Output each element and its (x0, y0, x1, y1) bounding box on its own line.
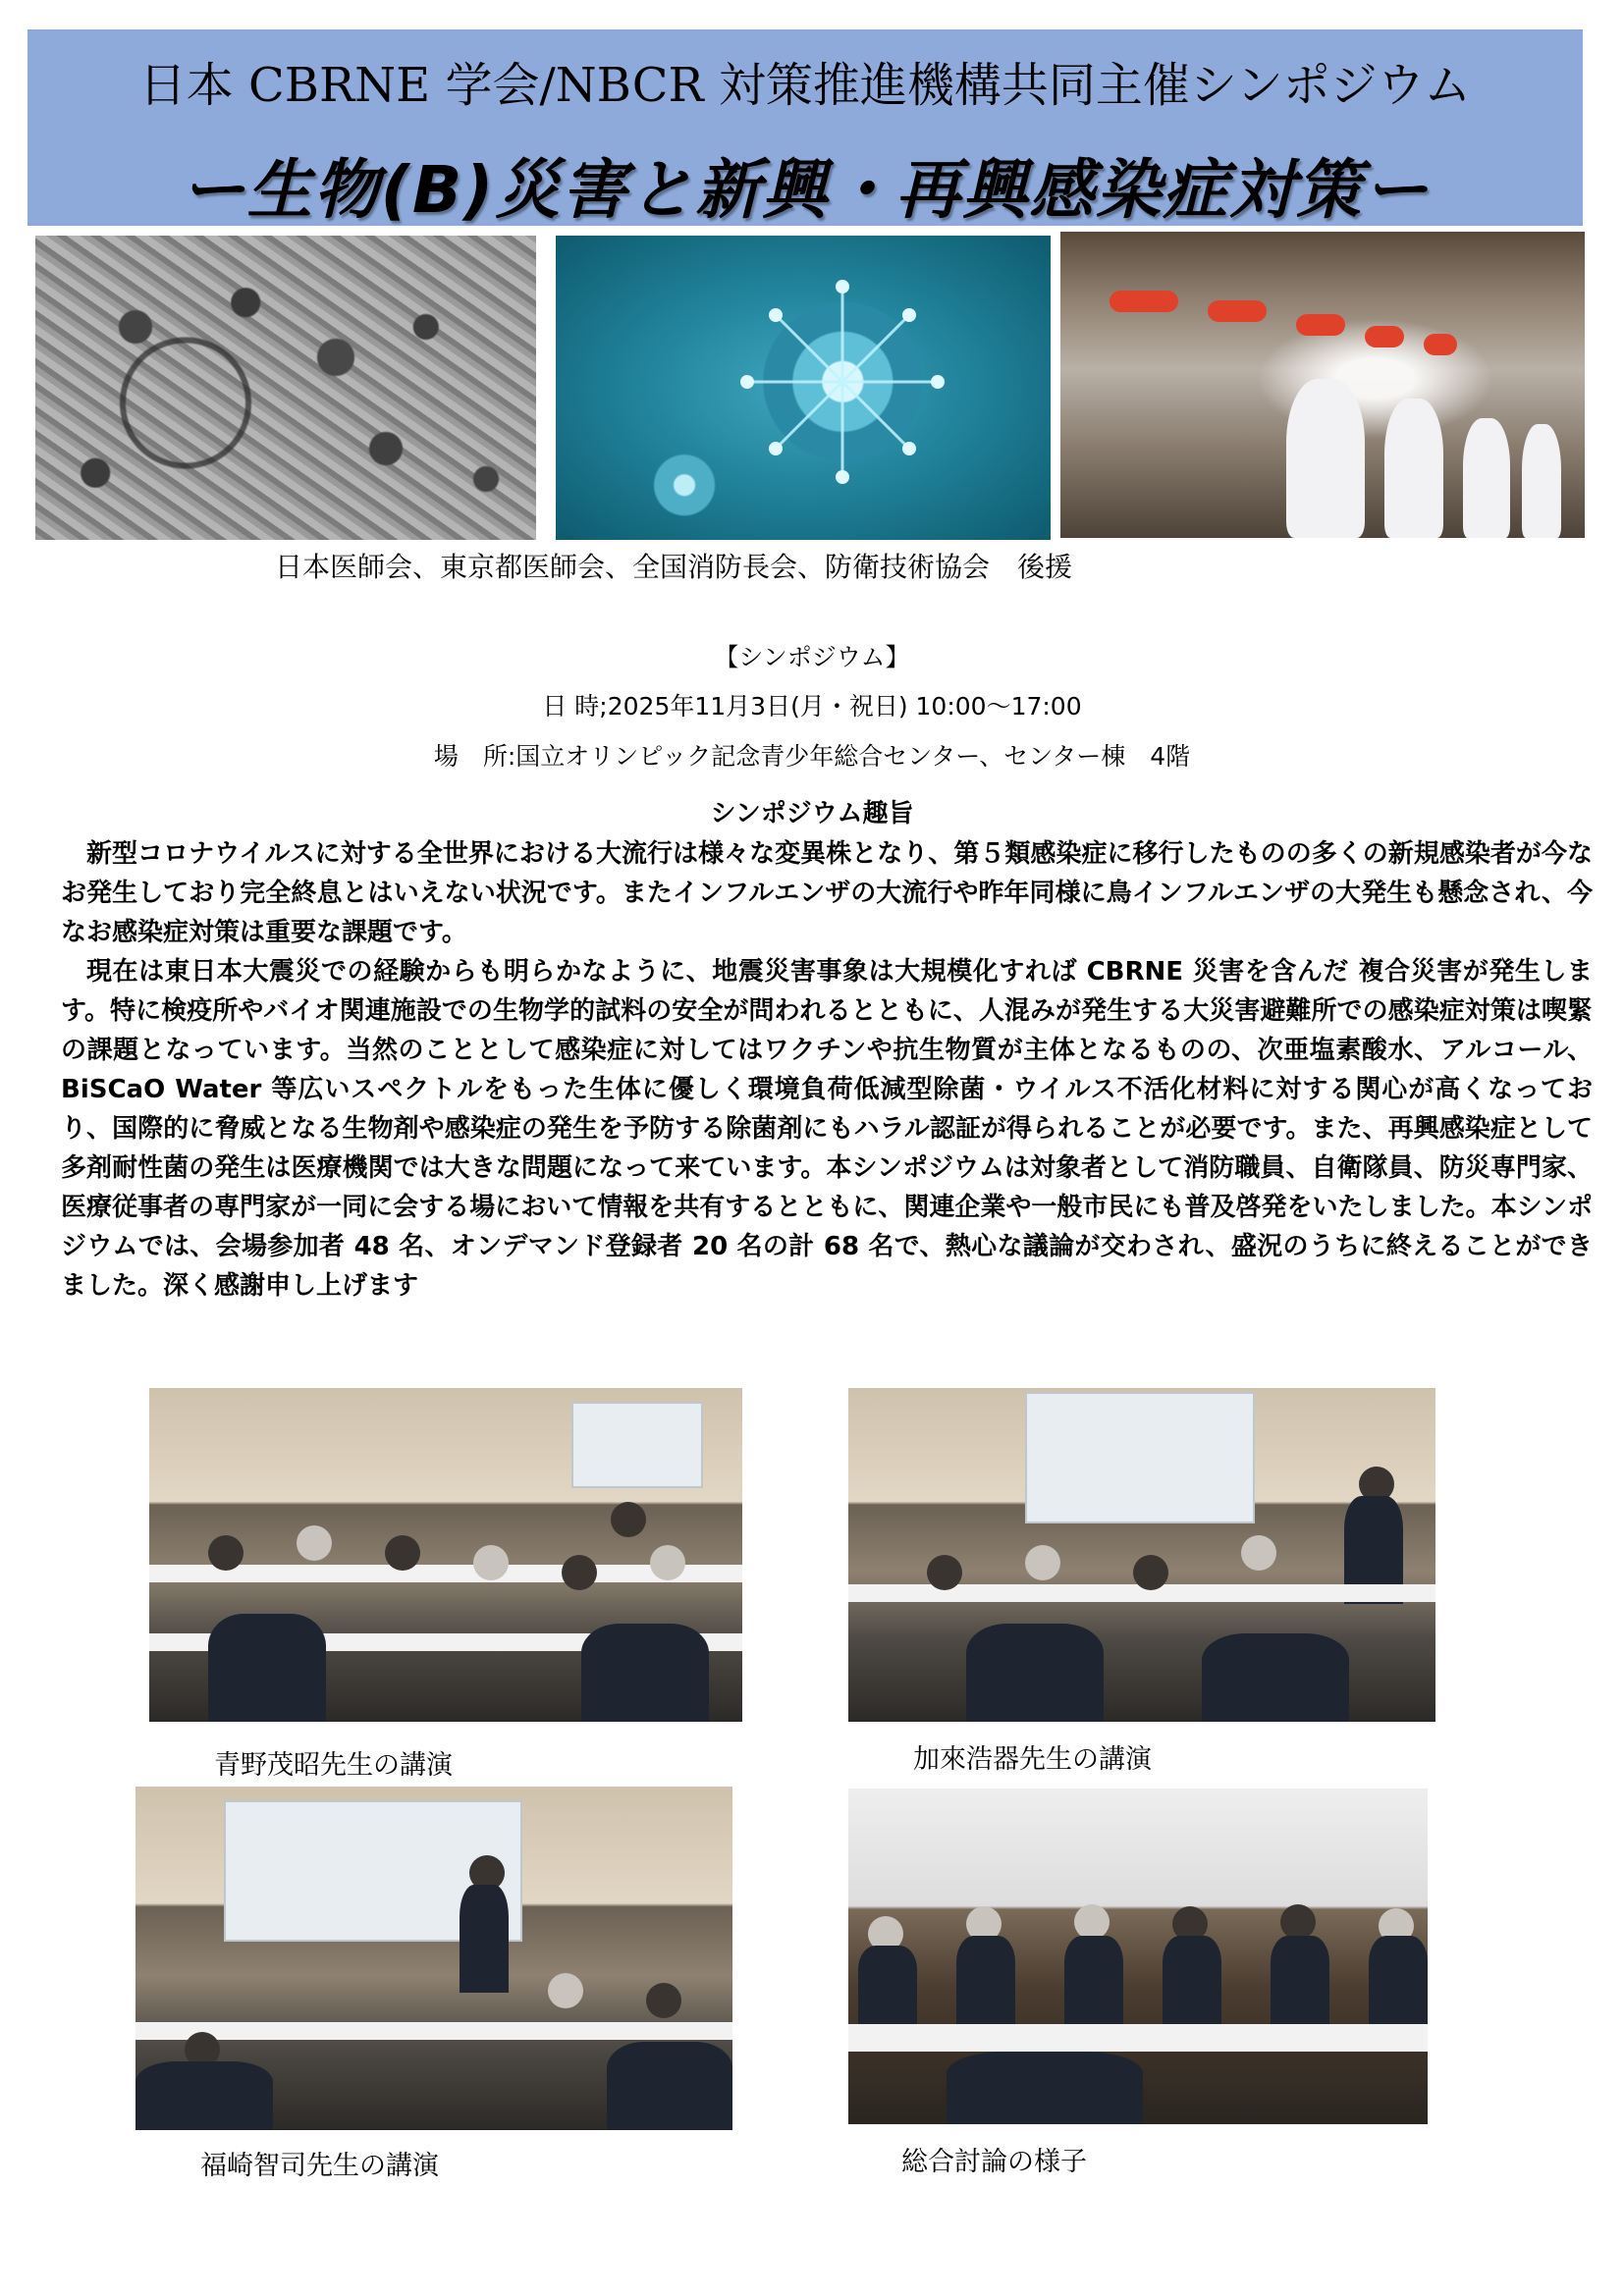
panel-discussion-photo (848, 1789, 1428, 2124)
photo-caption: 総合討論の様子 (901, 2147, 1087, 2177)
electron-micrograph-image (35, 236, 536, 540)
page-title: 日本 CBRNE 学会/NBCR 対策推進機構共同主催シンポジウム (138, 58, 1472, 113)
event-venue: 場 所:国立オリンピック記念青少年総合センター、センター棟 4階 (433, 742, 1191, 771)
page-subtitle: ー生物(B)災害と新興・再興感染症対策ー (180, 152, 1431, 228)
purpose-paragraph: 現在は東日本大震災での経験からも明らかなように、地震災害事象は大規模化すれば CBRNE 災害を含んだ 複合災害が発生します。特に検疫所やバイオ関連施設での生物学的試料の安全が問われるとともに、人混みが発生する大災害避難所での感染症対策は喫緊の課題となっています。当然のこととして感染症に対してはワクチンや抗生物質が主体となるものの、次亜塩素酸水、アルコール、BiSCaO Water 等広いスペクトルをもった生体に優しく環境負荷低減型除菌・ウイルス不活化材料に対する関心が高くなっており、国際的に脅威となる生物剤や感染症の発生を予防する除菌剤にもハラル認証が得られることが必要です。また、再興感染症として多剤耐性菌の発生は医療機関では大きな問題になって来ています。本シンポジウムは対象者として消防職員、自衛隊員、防災専門家、医療従事者の専門家が一同に会する場において情報を共有するとともに、関連企業や一般市民にも普及啓発をいたしました。本シンポジウムでは、会場参加者 48 名、オンデマンド登録者 20 名の計 68 名で、熱心な議論が交わされ、盛況のうちに終えることができました。深く感謝申し上げます (61, 957, 1593, 1301)
virus-illustration-image (556, 236, 1051, 540)
lecture-photo-fukuzaki (135, 1787, 732, 2130)
purpose-body (61, 834, 1593, 1306)
ppe-workers-image (1060, 232, 1585, 538)
photo-caption: 福崎智司先生の講演 (200, 2151, 439, 2181)
event-date: 日 時;2025年11月3日(月・祝日) 10:00～17:00 (542, 692, 1082, 721)
photo-caption: 青野茂昭先生の講演 (214, 1750, 453, 1781)
photo-caption: 加來浩器先生の講演 (913, 1744, 1152, 1775)
purpose-paragraph: 新型コロナウイルスに対する全世界における大流行は様々な変異株となり、第５類感染症に移行したものの多くの新規感染者が今なお発生しており完全終息とはいえない状況です。またインフルエンザの大流行や昨年同様に鳥インフルエンザの大発生も懸念され、今なお感染症対策は重要な課題です。 (61, 839, 1593, 947)
lecture-photo-kaku (848, 1388, 1435, 1722)
symposium-label: 【シンポジウム】 (714, 643, 910, 671)
lecture-photo-aono (149, 1388, 742, 1722)
purpose-heading: シンポジウム趣旨 (710, 799, 914, 828)
sponsors-line: 日本医師会、東京都医師会、全国消防長会、防衛技術協会 後援 (275, 551, 1073, 583)
